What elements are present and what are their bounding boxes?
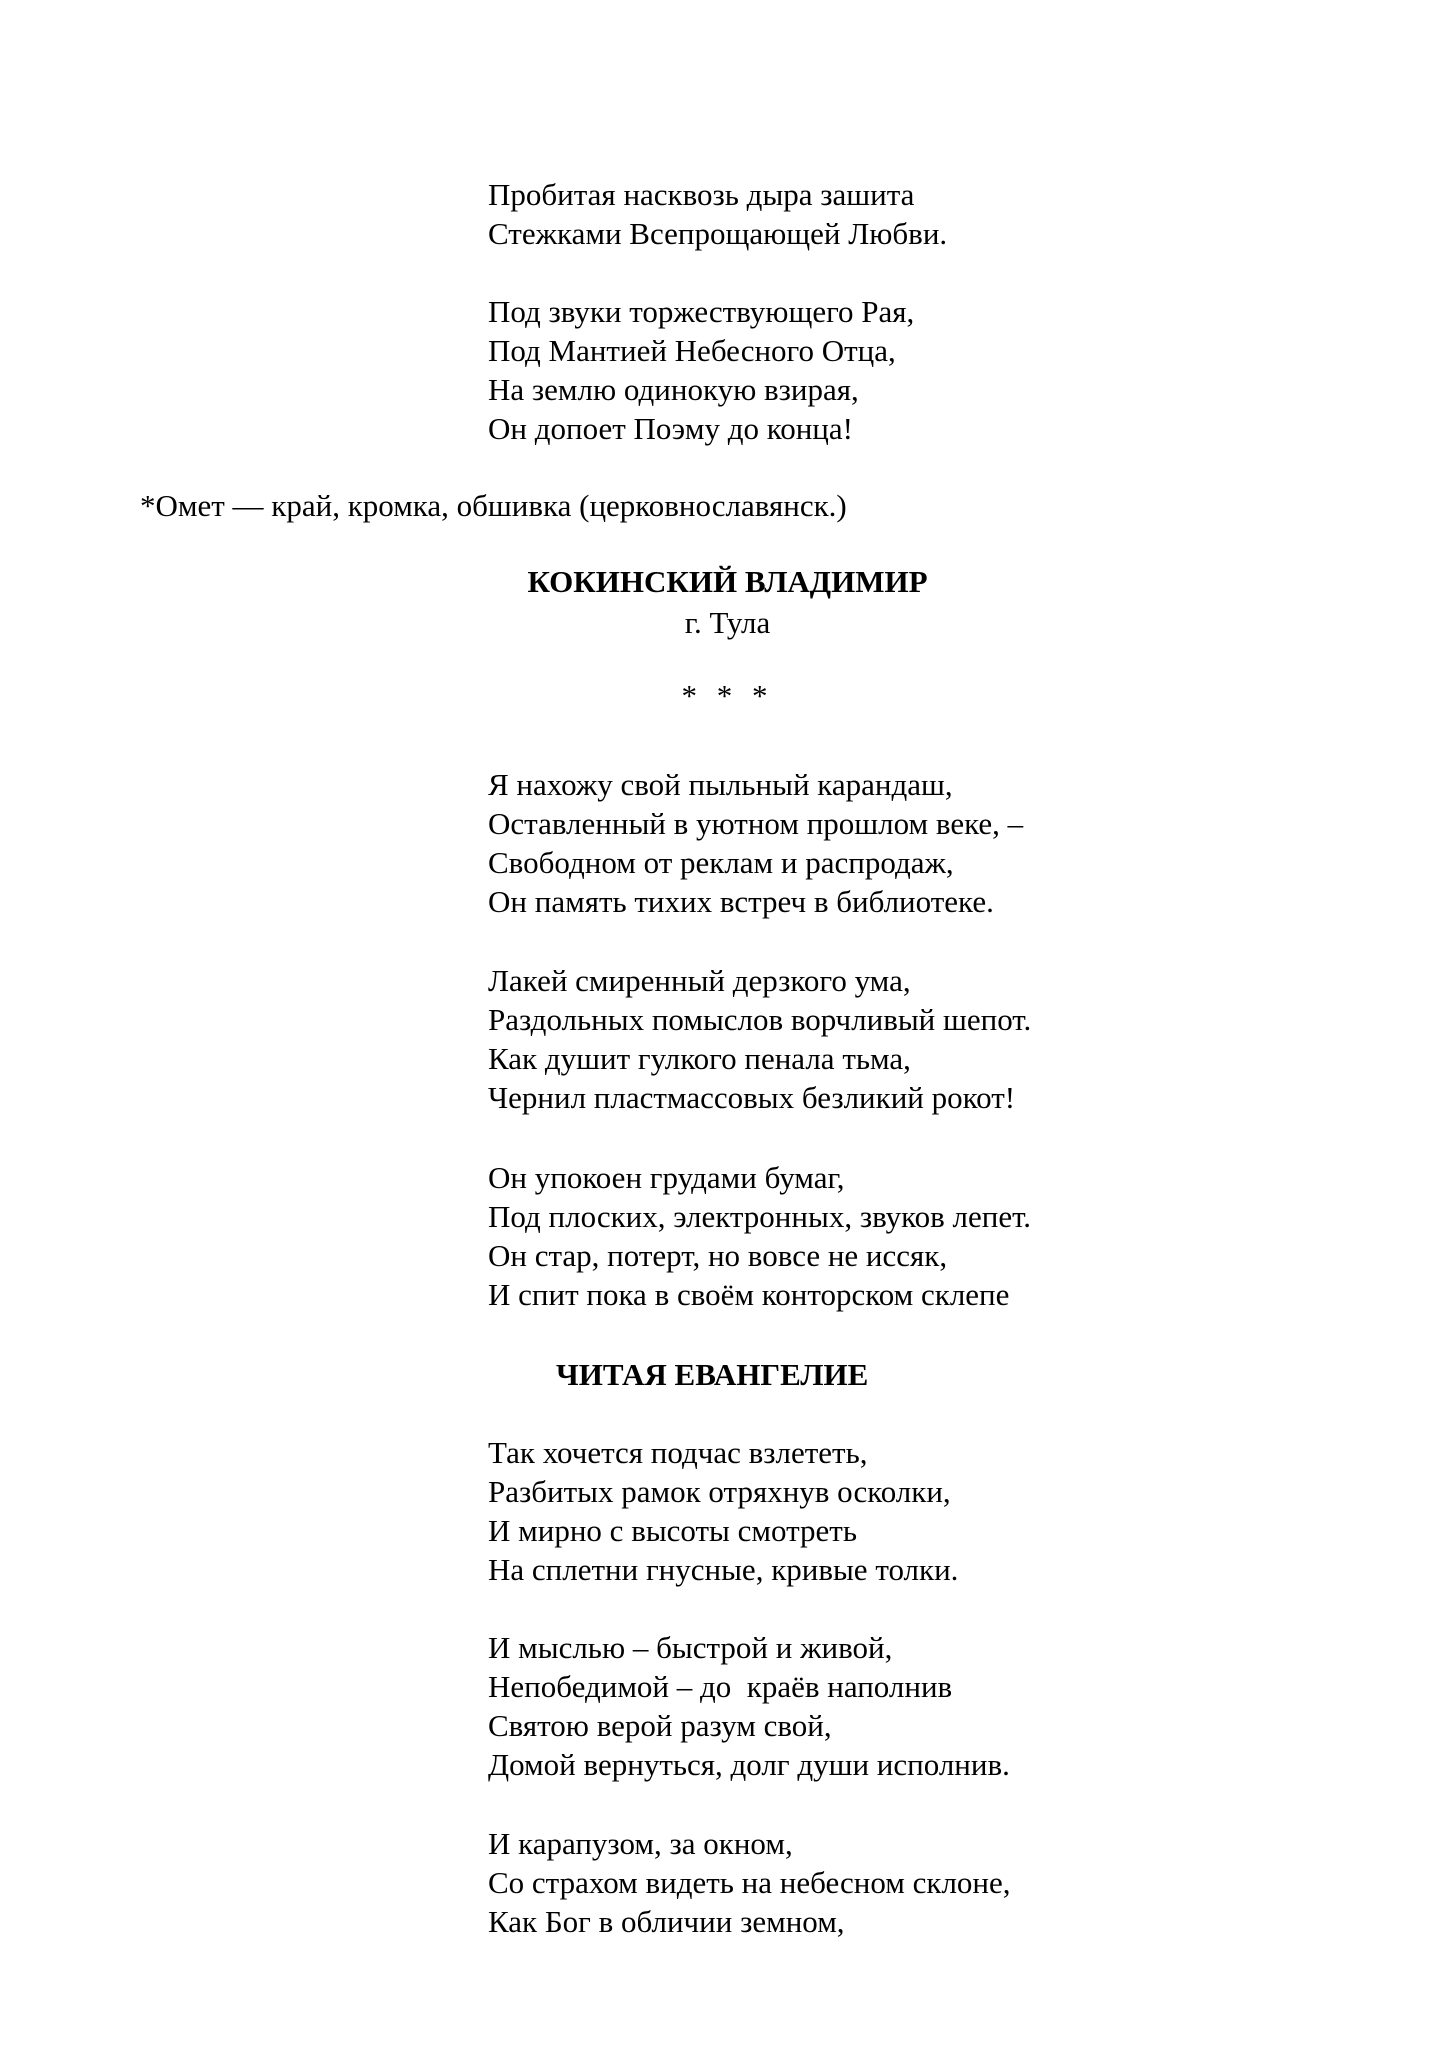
verse-line: И спит пока в своём конторском склепе [488,1277,1010,1312]
verse-line: Стежками Всепрощающей Любви. [488,216,948,251]
verse-line: Как Бог в обличии земном, [488,1904,845,1939]
verse-line: И мирно с высоты смотреть [488,1513,857,1548]
verse-line: Так хочется подчас взлететь, [488,1435,868,1470]
verse-line: Со страхом видеть на небесном склоне, [488,1865,1011,1900]
verse-line: Он упокоен грудами бумаг, [488,1160,845,1195]
verse-line: Я нахожу свой пыльный карандаш, [488,767,953,802]
poem2-stanza-1 [488,1433,958,1589]
author-name-text: КОКИНСКИЙ ВЛАДИМИР [527,564,928,599]
verse-line: На сплетни гнусные, кривые толки. [488,1552,959,1587]
verse-line: Под плоских, электронных, звуков лепет. [488,1199,1032,1234]
poem1-stanza-2 [488,961,1031,1117]
verse-line: Святою верой разум свой, [488,1708,832,1743]
verse-line: Он стар, потерт, но вовсе не иссяк, [488,1238,948,1273]
verse-line: Пробитая насквозь дыра зашита [488,177,915,212]
verse-line: Чернил пластмассовых безликий рокот! [488,1080,1016,1115]
poem2-title: ЧИТАЯ ЕВАНГЕЛИЕ [556,1357,869,1392]
poem2-stanza-3 [488,1824,1011,1941]
verse-line: Домой вернуться, долг души исполнив. [488,1747,1010,1782]
verse-line: Разбитых рамок отряхнув осколки, [488,1474,951,1509]
verse-line: Непобедимой – до краёв наполнив [488,1669,953,1704]
verse-line: Он память тихих встреч в библиотеке. [488,884,994,919]
stanza-top-2 [488,292,914,448]
verse-line: Свободном от реклам и распродаж, [488,845,954,880]
footnote: *Омет — край, кромка, обшивка (церковнославянск.) [140,488,847,523]
verse-line: Под Мантией Небесного Отца, [488,333,896,368]
author-name [0,562,1455,601]
verse-line: Оставленный в уютном прошлом веке, – [488,806,1024,841]
verse-line: Под звуки торжествующего Рая, [488,294,915,329]
stanza-top-1 [488,175,947,253]
poem2-stanza-2 [488,1628,1010,1784]
author-city: г. Тула [684,605,771,640]
verse-line: На землю одинокую взирая, [488,372,859,407]
poem1-stanza-3 [488,1158,1031,1314]
verse-line: Он допоет Поэму до конца! [488,411,853,446]
verse-line: Раздольных помыслов ворчливый шепот. [488,1002,1032,1037]
verse-line: Как душит гулкого пенала тьма, [488,1041,911,1076]
verse-line: И мыслью – быстрой и живой, [488,1630,893,1665]
poem-title-asterisks: * * * [681,678,774,713]
verse-line: И карапузом, за окном, [488,1826,793,1861]
poem1-stanza-1 [488,765,1023,921]
verse-line: Лакей смиренный дерзкого ума, [488,963,911,998]
